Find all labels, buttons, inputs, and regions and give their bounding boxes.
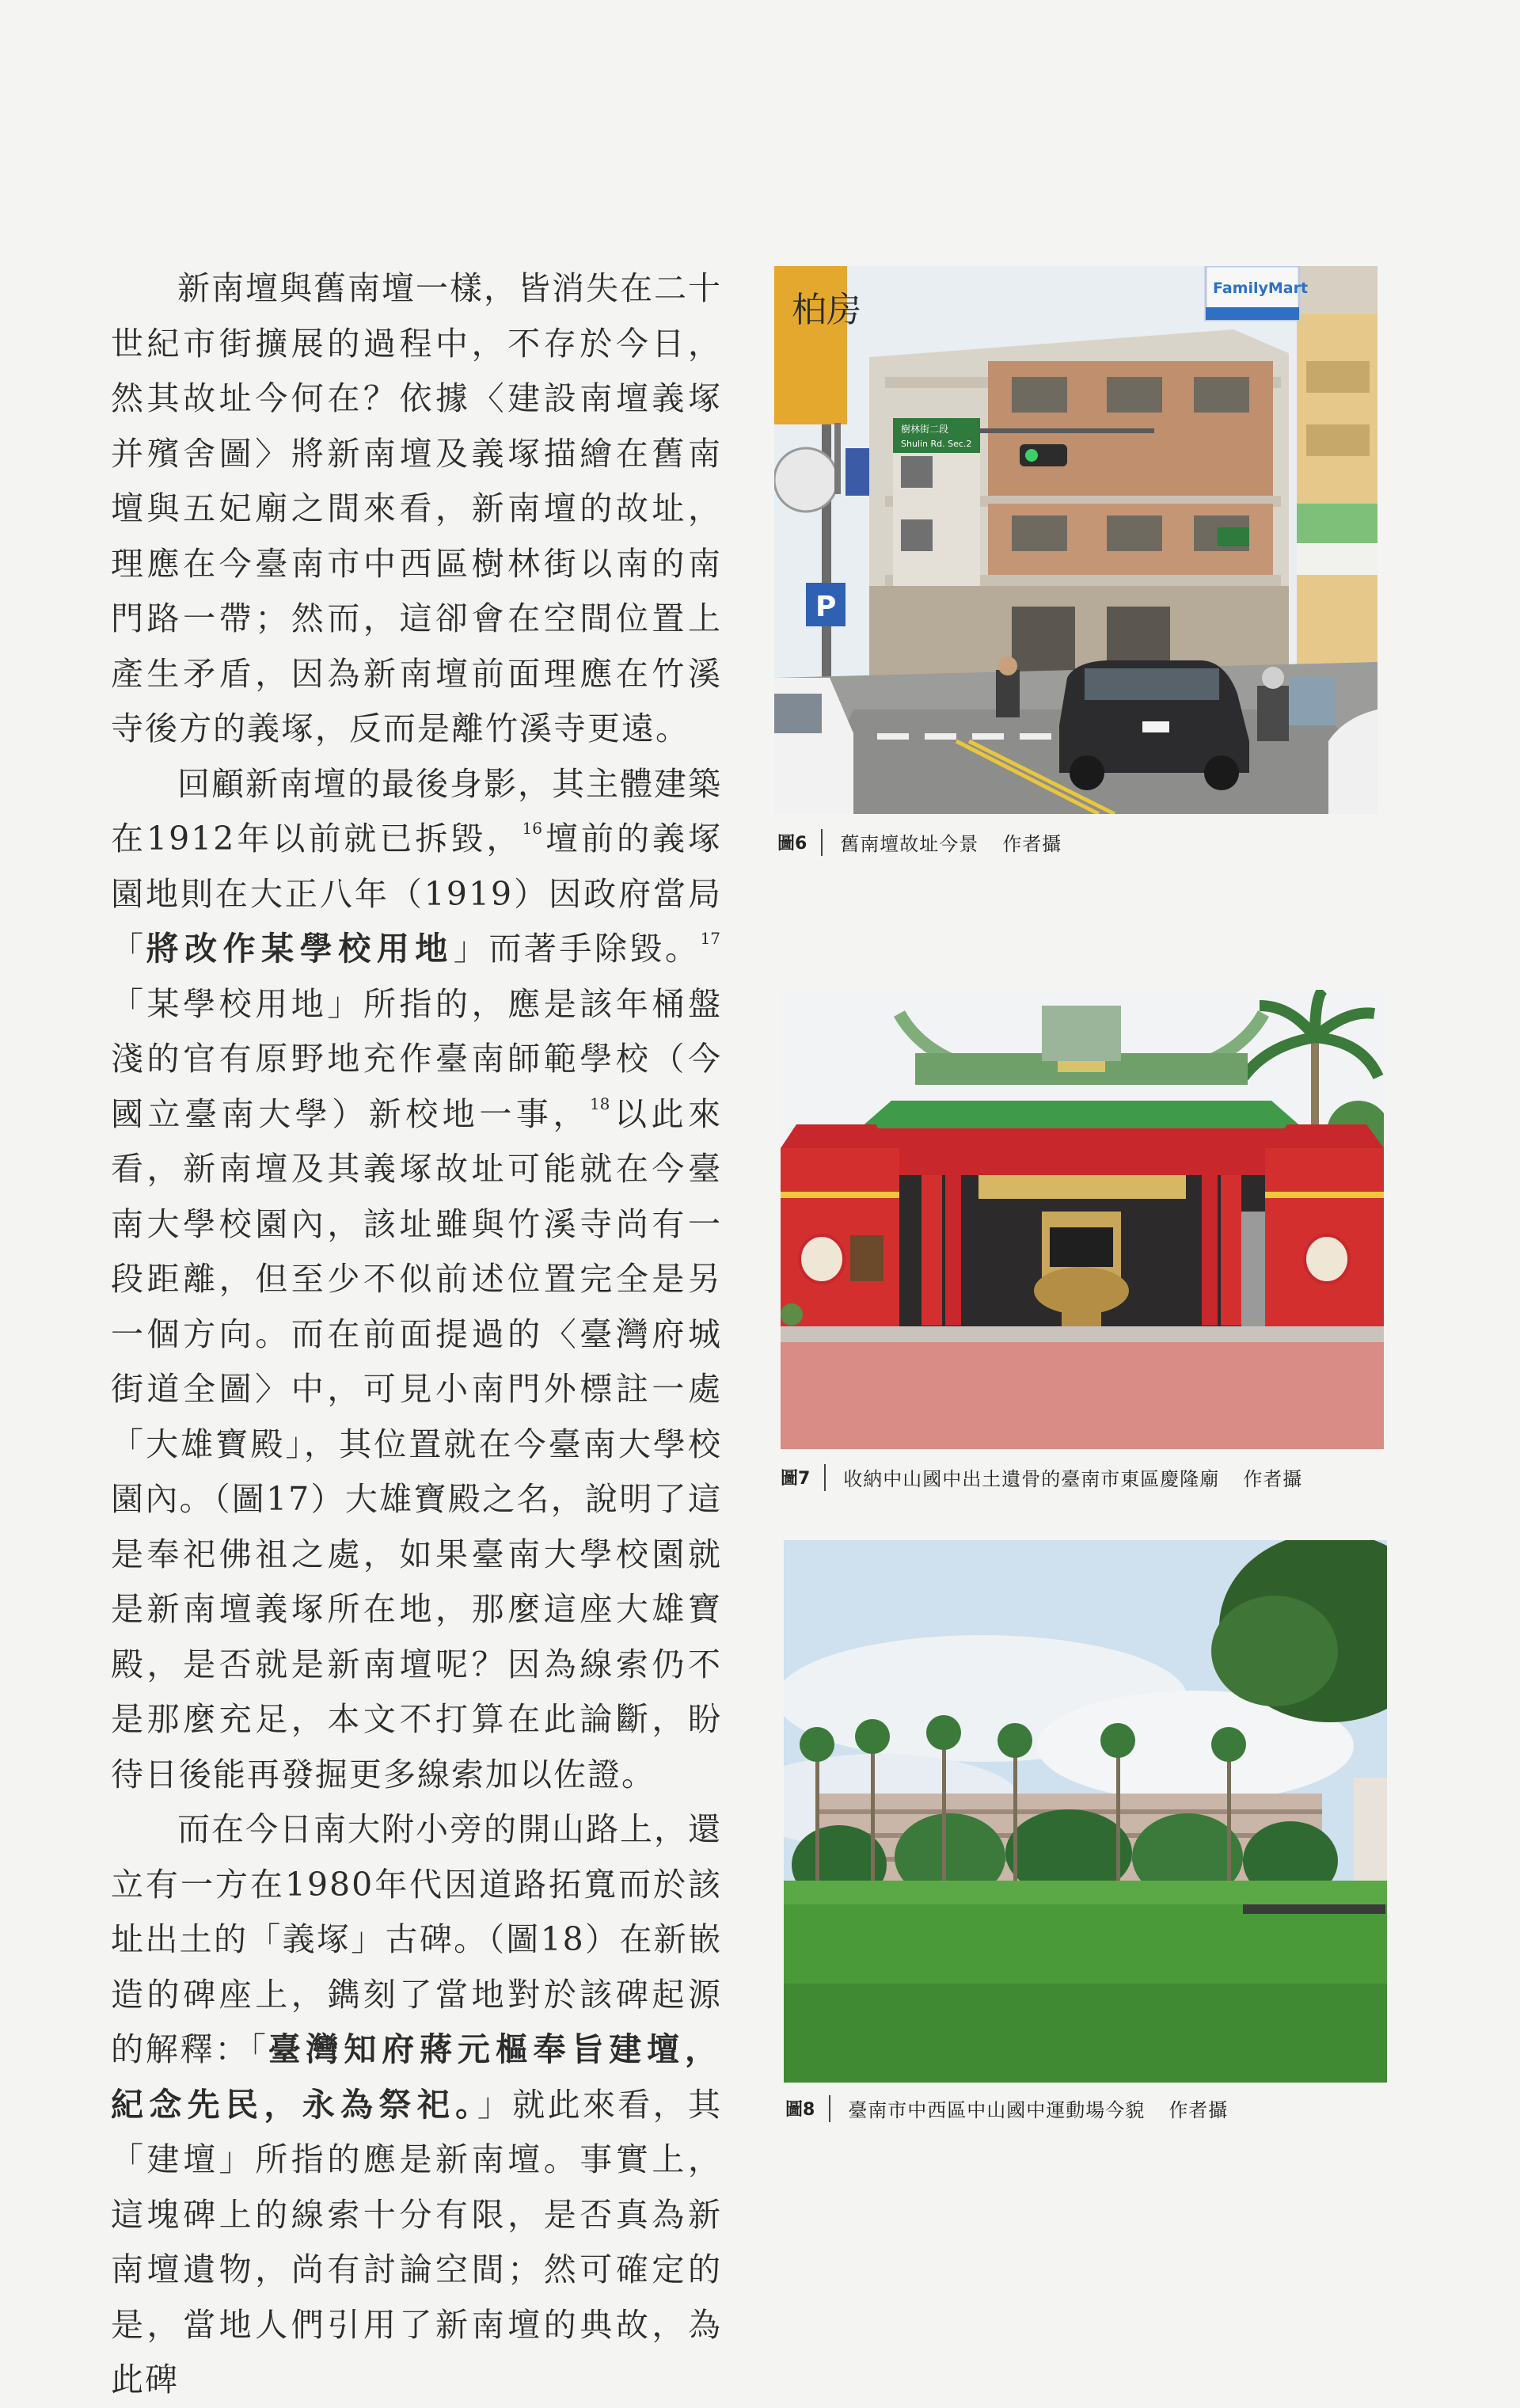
paragraph [111,757,722,1803]
field-illustration [784,1540,1387,2083]
figure-6-caption [777,828,1062,856]
photo-credit: 作者攝 [1002,833,1062,855]
figure-number: 圖6 [777,834,808,854]
paragraph-text: 「某學校用地」所指的，應是該年桶盤淺的官有原野地充作臺南師範學校（今國立臺南大學）新校地一事， [111,984,722,1133]
paragraph [111,261,722,757]
figure-8 [784,1540,1387,2126]
quoted-text: 將改作某學校用地 [146,930,454,968]
familymart-sign-text: FamilyMart [1213,280,1309,297]
quoted-text: 臺灣知府蔣元樞奉旨建壇，紀念先民，永為祭祀。 [111,2030,722,2124]
parking-sign-text: P [815,591,837,623]
figure-7 [781,990,1384,1505]
paragraph-text: 」而著手除毀。 [453,930,701,968]
caption-text: 收納中山國中出土遺骨的臺南市東區慶隆廟 [843,1468,1220,1490]
street-scene-illustration [774,266,1378,814]
photo-credit: 作者攝 [1168,2099,1229,2121]
figure-number: 圖7 [781,1469,811,1489]
photo-temple [781,990,1384,1449]
road-sign-text: 樹林街二段 [901,424,949,435]
photo-sports-field [784,1540,1387,2083]
banner-sign-text: 柏房 [792,290,861,330]
paragraph-text: 」就此來看，其「建壇」所指的應是新南壇。事實上，這塊碑上的線索十分有限，是否真為新南壇遺物，尚有討論空間；然可確定的是，當地人們引用了新南壇的典故，為此碑 [111,2085,722,2398]
footnote-marker: 16 [522,819,542,838]
paragraph-text: 回顧新南壇的最後身影，其主體建築在1912年以前就已拆毀， [111,764,722,858]
figure-8-caption [785,2094,1228,2122]
paragraph-text: 而在今日南大附小旁的開山路上，還立有一方在1980年代因道路拓寬而於該址出土的「義塚」古碑。（圖18）在新嵌造的碑座上，鐫刻了當地對於該碑起源的解釋：「 [111,1810,722,2068]
paragraph-text: 壇前的義塚園地則在大正八年（1919）因政府當局「 [111,820,723,968]
figure-7-caption [781,1463,1302,1491]
photo-credit: 作者攝 [1243,1468,1303,1490]
footnote-marker: 18 [589,1094,610,1113]
paragraph [111,1802,722,2408]
caption-divider [824,1464,826,1491]
paragraph-text: 以此來看，新南壇及其義塚故址可能就在今臺南大學校園內，該址雖與竹溪寺尚有一段距離，但至少不似前述位置完全是另一個方向。而在前面提過的〈臺灣府城街道全圖〉中，可見小南門外標註一處「大雄寶殿」，其位置就在今臺南大學校園內。（圖17）大雄寶殿之名，說明了這是奉祀佛祖之處，如果臺南大學校園就是新南壇義塚所在地，那麼這座大雄寶殿，是否就是新南壇呢？因為線索仍不是那麼充足，本文不打算在此論斷，盼待日後能再發掘更多線索加以佐證。 [111,1094,723,1794]
photo-street-scene [774,266,1378,814]
paragraph-text: 新南壇與舊南壇一樣，皆消失在二十世紀市街擴展的過程中，不存於今日，然其故址今何在？依據〈建設南壇義塚并殯舍圖〉將新南壇及義塚描繪在舊南壇與五妃廟之間來看，新南壇的故址，理應在今臺南市中西區樹林街以南的南門路一帶；然而，這卻會在空間位置上產生矛盾，因為新南壇前面理應在竹溪寺後方的義塚，反而是離竹溪寺更遠。 [111,269,722,748]
caption-divider [821,829,823,856]
road-sign-english: Shulin Rd. Sec.2 [901,439,972,449]
body-text [111,261,722,2408]
temple-illustration [781,990,1384,1449]
figure-number: 圖8 [785,2100,815,2120]
figure-6 [774,266,1378,868]
caption-text: 臺南市中西區中山國中運動場今貌 [848,2099,1146,2121]
caption-divider [829,2095,830,2122]
footnote-marker: 17 [700,929,721,948]
caption-text: 舊南壇故址今景 [840,833,979,855]
